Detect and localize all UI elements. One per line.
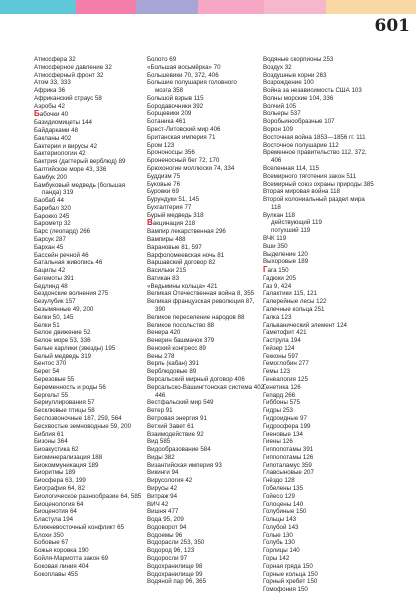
index-entry: Возрождение 100 xyxy=(263,79,314,87)
index-entry: Бесклювые птицы 58 xyxy=(34,407,95,415)
index-entry: Галка 123 xyxy=(263,313,292,321)
index-entry: Галечные кольца 251 xyxy=(263,306,325,313)
index-entry: Гидры 253 xyxy=(263,407,294,415)
color-band-segment xyxy=(198,0,264,14)
index-entry: Горные кольца 150 xyxy=(263,570,318,578)
index-entry: Викинги 94 xyxy=(147,469,179,477)
index-entry: Безулубик 157 xyxy=(34,298,76,306)
index-entry: Горы 142 xyxy=(263,555,290,562)
index-entry: Венерин башмачок 379 xyxy=(147,337,215,345)
index-column-1 xyxy=(34,56,159,578)
index-entry: Варановые 81, 597 xyxy=(147,243,202,251)
index-entry: Гепард 266 xyxy=(263,391,296,399)
index-entry: Голоцены 140 xyxy=(263,500,304,508)
index-entry: Биоминерализация 188 xyxy=(34,453,103,461)
index-entry: Бластула 194 xyxy=(34,516,74,524)
index-entry: Гемы 123 xyxy=(263,368,291,376)
index-entry: Берег 54 xyxy=(34,368,60,376)
index-entry: Воздух 32 xyxy=(263,63,292,71)
index-entry: Бархан 45 xyxy=(34,243,64,251)
index-entry: Гиены 126 xyxy=(263,438,293,446)
index-entry: Газ 9, 424 xyxy=(263,282,292,290)
index-entry: Вши 350 xyxy=(263,242,288,250)
index-entry: Гидроидные 97 xyxy=(263,414,307,422)
index-entry: Барибал 320 xyxy=(34,204,71,212)
index-entry: Бездонские волнения 275 xyxy=(34,290,109,298)
index-entry: Бухгалтерия 77 xyxy=(147,203,192,211)
index-entry: Белки 51 xyxy=(34,321,60,329)
index-entry: Блохи 350 xyxy=(34,531,64,539)
index-entry: мозга 358 xyxy=(155,87,184,95)
index-entry: Большой взрыв 115 xyxy=(147,94,204,102)
index-entry: 406 xyxy=(271,157,282,165)
index-entry: «Ведьмины кольца» 421 xyxy=(147,282,218,290)
index-entry: Волчий 105 xyxy=(263,102,297,110)
index-entry: Временное правительство 112, 372, xyxy=(263,149,367,157)
index-entry: Бассейн речной 46 xyxy=(34,251,89,259)
index-entry: Великая Отечественная война 8, 355 xyxy=(147,290,255,298)
index-column-3 xyxy=(263,56,388,594)
index-entry: «Большая восьмёрка» 70 xyxy=(147,63,221,71)
index-entry: Гиппопотамы 126 xyxy=(263,453,314,461)
index-entry: Базидиомицеты 144 xyxy=(34,119,92,127)
index-entry: Болото 69 xyxy=(147,56,177,63)
index-entry: Главсыновые 207 xyxy=(263,469,314,477)
index-entry: Брест-Литовский мир 406 xyxy=(147,126,221,134)
color-band-segment xyxy=(0,0,76,14)
index-entry: Барокко 245 xyxy=(34,212,70,220)
index-entry: Гальванический элемент 124 xyxy=(263,321,347,329)
index-entry: Бесхвостые земноводные 59, 200 xyxy=(34,422,132,430)
index-entry: Вампир лекарственная 296 xyxy=(147,228,226,236)
index-entry: Верблюдовые 89 xyxy=(147,368,197,376)
index-entry: Буддизм 75 xyxy=(147,172,181,180)
index-entry: Варшавский договор 82 xyxy=(147,259,216,267)
index-entry: Голубиные 150 xyxy=(263,508,307,516)
index-entry: Виды 382 xyxy=(147,453,175,461)
index-entry: Выхоровые 189 xyxy=(263,258,309,266)
index-entry: Голубь 130 xyxy=(263,539,295,547)
index-entry: Биоритмы 189 xyxy=(34,469,76,477)
index-entry: Биосфера 63, 199 xyxy=(34,477,86,485)
index-entry: Вулкан 118 xyxy=(263,211,295,219)
index-entry: Второй колониальный раздел мира xyxy=(263,196,365,204)
index-entry: Бактрия (дагтерый верблюд) 89 xyxy=(34,158,126,166)
index-entry: Гадюки 205 xyxy=(263,274,296,282)
index-entry: Венера 420 xyxy=(147,329,181,337)
index-entry: Ботаника 461 xyxy=(147,118,186,126)
index-entry: Венский конгресс 89 xyxy=(147,344,206,352)
index-entry: Британская империя 71 xyxy=(147,133,216,141)
index-entry: Вирусы 42 xyxy=(147,484,178,492)
index-entry: Вишня 477 xyxy=(147,508,179,516)
index-entry: Видообразование 584 xyxy=(147,446,211,454)
index-entry: Атмосфера 32 xyxy=(34,56,76,63)
index-column-2 xyxy=(147,56,272,586)
index-entry: Брюхоногие моллюски 74, 334 xyxy=(147,164,235,172)
index-entry: Гиббоны 575 xyxy=(263,399,300,407)
index-entry: Белое море 53, 336 xyxy=(34,337,91,345)
index-entry: Гекконы 597 xyxy=(263,352,299,360)
index-entry: Вены 278 xyxy=(147,352,175,360)
index-entry: Горный хребет 150 xyxy=(263,578,318,586)
index-entry: Витраж 94 xyxy=(147,492,178,500)
index-entry: действующий 119 xyxy=(271,219,322,227)
index-entry: Броненосный бег 72, 170 xyxy=(147,157,220,165)
index-entry: Божья коровка 190 xyxy=(34,547,89,555)
index-entry: Гойесо 129 xyxy=(263,492,295,500)
index-entry: Горлицы 140 xyxy=(263,547,300,555)
index-entry: Бамбук 200 xyxy=(34,173,67,181)
index-entry: Голые 130 xyxy=(263,531,293,539)
index-entry: Бедлинд 48 xyxy=(34,282,68,290)
index-entry: Водохранилище 99 xyxy=(147,570,203,578)
index-entry: Восточная война 1853—1856 гг. 111 xyxy=(263,133,366,141)
index-entry: Африка 36 xyxy=(34,87,66,95)
index-entry: Безымянные 49, 200 xyxy=(34,306,94,313)
index-entry: Беспозвоночные 187, 259, 564 xyxy=(34,414,122,422)
color-band-segment xyxy=(136,0,198,14)
index-entry: Версальский мирный договор 406 xyxy=(147,376,245,384)
index-entry: 446 xyxy=(155,391,166,399)
index-entry: Березовые 55 xyxy=(34,376,75,384)
index-entry: Гага 150 xyxy=(263,266,289,275)
color-band-segment xyxy=(264,0,326,14)
index-entry: Барометр 32 xyxy=(34,220,71,228)
index-entry: Водорасли 253, 350 xyxy=(147,539,205,547)
index-entry: Вампиры 488 xyxy=(147,235,186,243)
index-entry: Биоценотия 64 xyxy=(34,508,77,516)
index-entry: Варфоломеевская ночь 81 xyxy=(147,251,225,259)
index-entry: Атмосферный фронт 32 xyxy=(34,71,104,79)
index-entry: Атом 33, 333 xyxy=(34,79,71,87)
color-band-segment xyxy=(76,0,136,14)
header-color-band xyxy=(0,0,416,40)
index-entry: Выделение 120 xyxy=(263,250,308,258)
index-entry: Гемоглобин 277 xyxy=(263,360,309,368)
index-entry: Всемирный союз охраны природы 385 xyxy=(263,180,374,188)
index-entry: Бородавочники 392 xyxy=(147,102,204,110)
index-entry: Гипоталамус 359 xyxy=(263,461,312,469)
index-entry: Гобелены 135 xyxy=(263,484,304,492)
index-entry: Буковые 76 xyxy=(147,180,181,188)
section-initial-letter: В xyxy=(147,219,153,228)
index-entry: Ветровая энергия 91 xyxy=(147,414,207,422)
index-entry: Бойля-Мариотта закон 69 xyxy=(34,555,109,562)
index-entry: Воробьинообразные 107 xyxy=(263,118,335,126)
index-entry: Биоценология 64 xyxy=(34,500,84,508)
index-entry: Гаметофит 421 xyxy=(263,329,307,337)
index-entry: Бентос 370 xyxy=(34,360,67,368)
index-entry: Вестфальский мир 549 xyxy=(147,399,214,407)
index-entry: Волны морские 104, 336 xyxy=(263,94,334,102)
index-entry: 118 xyxy=(271,203,281,211)
color-band-segment xyxy=(326,0,416,14)
index-entry: Балтийское море 43, 336 xyxy=(34,165,107,173)
index-entry: Бакланы 402 xyxy=(34,134,72,142)
index-entry: ВИЧ 42 xyxy=(147,500,169,508)
index-entry: Водоворот 94 xyxy=(147,523,187,531)
index-entry: Ветхий Завет 61 xyxy=(147,422,194,430)
index-entry: панда) 319 xyxy=(42,189,74,197)
index-entry: Байдарками 48 xyxy=(34,127,79,135)
index-entry: Барс (леопард) 266 xyxy=(34,228,91,236)
index-entry: Бацилы 42 xyxy=(34,267,66,275)
index-entry: Гольцы 143 xyxy=(263,516,297,524)
index-entry: Бериуллирования 57 xyxy=(34,399,95,407)
index-entry: Голубой 143 xyxy=(263,523,299,531)
index-entry: Галерейные лесы 122 xyxy=(263,298,327,306)
index-entry: Большевики 70, 372, 406 xyxy=(147,71,219,79)
index-entry: Боковая линия 404 xyxy=(34,562,89,570)
index-entry: Вид 585 xyxy=(147,438,171,446)
index-entry: Буровки 69 xyxy=(147,188,179,196)
index-entry: Восточное полушарие 112 xyxy=(263,141,339,149)
index-entry: Вселенная 114, 115 xyxy=(263,164,320,172)
index-entry: Бактерии и вирусы 42 xyxy=(34,142,98,150)
index-entry: Гейзер 124 xyxy=(263,344,295,352)
index-entry: Великое посольство 88 xyxy=(147,321,215,329)
index-entry: Воздушные корни 263 xyxy=(263,71,327,79)
index-entry: Барсук 287 xyxy=(34,235,66,243)
index-entry: Генетика 126 xyxy=(263,383,301,391)
index-entry: Баобаб 44 xyxy=(34,197,64,205)
index-entry: потухший 119 xyxy=(271,227,311,235)
index-entry: Атмосферное давление 32 xyxy=(34,63,112,71)
section-initial-letter: Б xyxy=(34,110,40,119)
index-entry: Бобовые 67 xyxy=(34,539,69,547)
index-entry: Византийская империя 93 xyxy=(147,461,222,469)
index-entry: Верль (кабан) 391 xyxy=(147,360,200,368)
index-entry: Вакцинация 218 xyxy=(147,219,196,228)
page-number: 601 xyxy=(374,16,410,36)
index-entry: Аэробы 42 xyxy=(34,102,65,110)
index-entry: Васильки 215 xyxy=(147,267,187,275)
index-entry: Бегемоты 391 xyxy=(34,274,74,282)
index-entry: Взаимодействие 92 xyxy=(147,430,204,438)
index-entry: Ворон 109 xyxy=(263,126,293,134)
index-entry: Версальско-Вашингтонская система 402, xyxy=(147,383,266,391)
index-entry: Война за независимость США 103 xyxy=(263,87,362,95)
index-entry: Белое движение 52 xyxy=(34,329,91,337)
index-entry: Борщевики 209 xyxy=(147,110,192,118)
index-entry: Белый медведь 319 xyxy=(34,352,92,360)
index-entry: 390 xyxy=(155,306,166,313)
index-entry: Белые карлики (звезды) 195 xyxy=(34,344,116,352)
index-entry: Горная гряда 150 xyxy=(263,562,313,570)
index-entry: Бизоны 364 xyxy=(34,438,68,446)
index-entry: Вирусология 42 xyxy=(147,477,193,485)
index-entry: Гаструла 194 xyxy=(263,337,301,345)
index-entry: Водоемы 96 xyxy=(147,531,183,539)
index-entry: Бактериологии 42 xyxy=(34,150,86,158)
index-entry: Водяной пар 96, 365 xyxy=(147,578,207,586)
index-entry: Галактики 115, 121 xyxy=(263,290,318,298)
index-entry: Библия 61 xyxy=(34,430,64,438)
index-entry: Всемирного тяготения закон 511 xyxy=(263,172,357,180)
index-entry: Ближневосточный конфликт 65 xyxy=(34,523,125,531)
index-entry: Биоакустика 62 xyxy=(34,446,79,454)
index-entry: Биография 64, 82 xyxy=(34,484,85,492)
index-entry: Гнёздо 128 xyxy=(263,477,295,485)
index-entry: Гиеновые 134 xyxy=(263,430,303,438)
index-entry: Бурый медведь 318 xyxy=(147,211,204,219)
index-entry: Гиппопотамы 391 xyxy=(263,446,314,454)
index-entry: Водохранилище 98 xyxy=(147,562,203,570)
index-entry: Водород 96, 123 xyxy=(147,547,195,555)
index-entry: Великое переселение народов 88 xyxy=(147,313,245,321)
index-entry: Ветер 91 xyxy=(147,407,173,415)
index-entry: Биокоммуникация 189 xyxy=(34,461,99,469)
index-entry: Водоросли 97 xyxy=(147,555,188,562)
index-entry: Бром 123 xyxy=(147,141,175,149)
section-initial-letter: Г xyxy=(263,266,268,275)
index-entry: Гомофония 150 xyxy=(263,586,308,594)
index-entry: Генеалогия 125 xyxy=(263,376,308,384)
index-entry: Бурундуки 51, 145 xyxy=(147,196,200,204)
index-entry: Брононосцы 356 xyxy=(147,149,195,157)
index-entry: Водяные скорпионы 253 xyxy=(263,56,334,63)
index-entry: Африканский страус 58 xyxy=(34,94,102,102)
index-entry: Белки 50, 145 xyxy=(34,313,74,321)
index-entry: Вода 95, 209 xyxy=(147,516,184,524)
index-entry: Великая французская революция 87, xyxy=(147,298,255,306)
index-entry: Вольеры 537 xyxy=(263,110,301,118)
index-entry: Беременность и роды 56 xyxy=(34,383,106,391)
index-entry: Ватикан 83 xyxy=(147,274,180,282)
index-entry: Батальная живопись 46 xyxy=(34,259,103,267)
index-entry: Бабочки 40 xyxy=(34,110,69,119)
index-entry: Бамбуковый медведь (большая xyxy=(34,181,126,189)
index-entry: Гидросфера 199 xyxy=(263,422,311,430)
index-entry: Большие полушария головного xyxy=(147,79,237,87)
index-entry: Вторая мировая война 118 xyxy=(263,188,340,196)
index-entry: Биологическое разнообразие 64, 585 xyxy=(34,492,142,500)
index-entry: Бокоплавы 455 xyxy=(34,570,78,578)
index-entry: Бергельт 55 xyxy=(34,391,69,399)
index-entry: ВЧК 119 xyxy=(263,234,287,242)
